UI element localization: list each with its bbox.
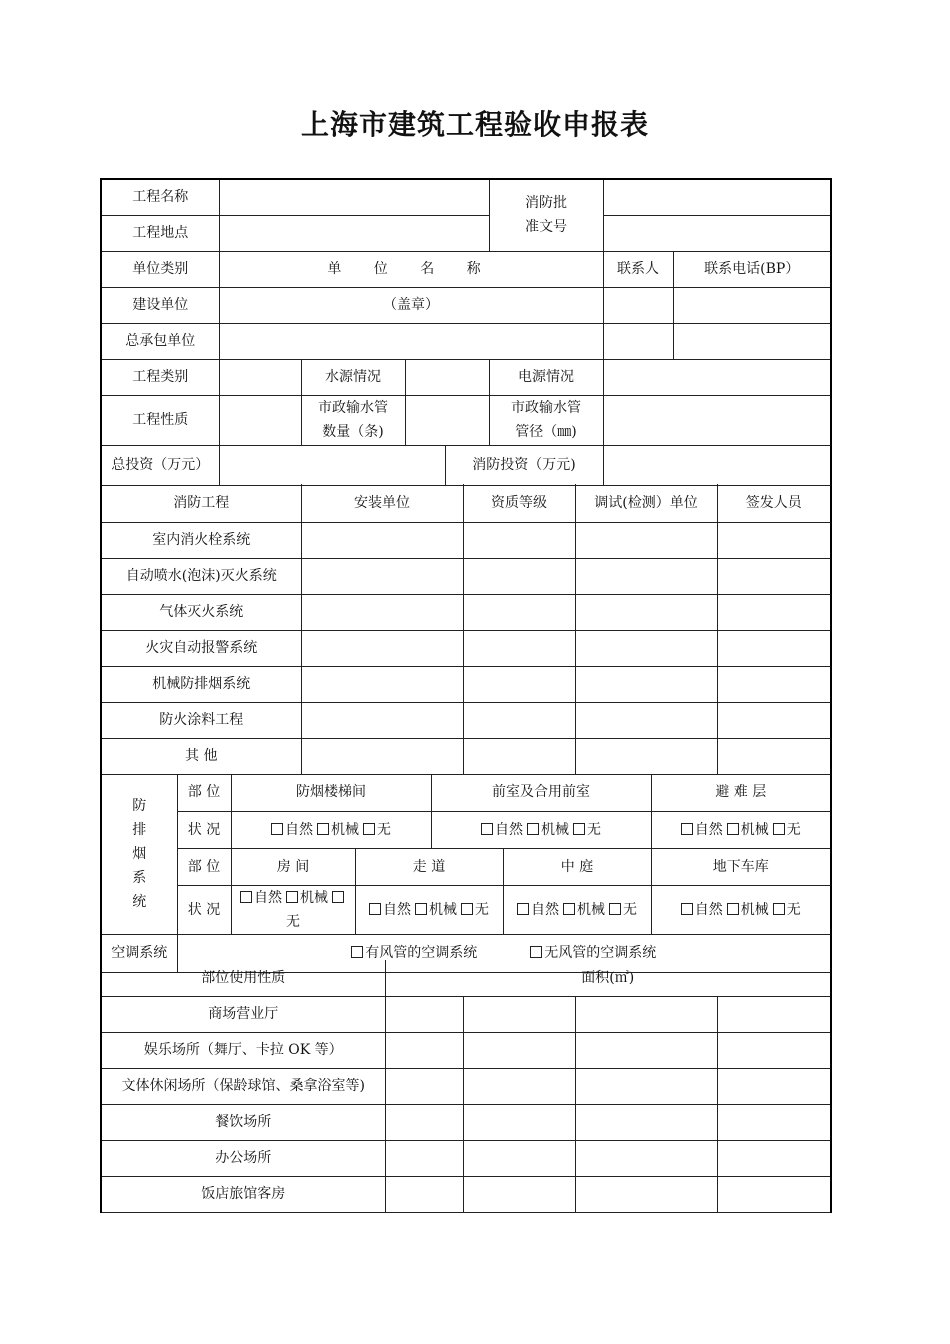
table-row [101,1140,831,1176]
status-option-label: 机械 [429,901,457,918]
ac-ducted-option[interactable] [351,945,477,961]
status-option[interactable] [369,902,411,918]
fire-work-cell[interactable] [463,666,575,702]
fire-work-cell[interactable] [463,558,575,594]
fire-work-cell[interactable] [575,558,717,594]
smoke-location-atrium: 中 庭 [503,848,651,885]
area-cell[interactable] [575,1068,717,1104]
water-pipe-diameter-label: 市政输水管 管径（㎜) [489,395,603,445]
status-option[interactable] [563,902,605,918]
status-option[interactable] [517,902,559,918]
fire-work-cell[interactable] [463,702,575,738]
page-title: 上海市建筑工程验收申报表 [300,108,649,141]
area-cell[interactable] [575,1032,717,1068]
construction-contact-field[interactable] [603,287,673,323]
ac-system-label: 空调系统 [101,934,177,972]
usage-item-label: 饭店旅馆客房 [101,1176,385,1212]
location-label: 部 位 [177,774,231,811]
status-option[interactable] [286,890,328,906]
checkbox[interactable] [727,823,739,835]
project-nature-field[interactable] [219,395,301,445]
fire-work-cell[interactable] [301,702,463,738]
contact-label: 联系人 [603,251,673,287]
usage-item-label: 文体休闲场所（保龄球馆、桑拿浴室等) [101,1068,385,1104]
usage-item-label: 商场营业厅 [101,996,385,1032]
checkbox[interactable] [609,903,621,915]
status-options-room [231,885,355,934]
fire-work-cell[interactable] [301,558,463,594]
general-contractor-label: 总承包单位 [101,323,219,359]
fire-work-cell[interactable] [575,738,717,774]
status-option[interactable] [461,902,489,918]
status-option-label: 无 [587,821,601,838]
fire-approval-no-field-2[interactable] [603,215,831,251]
fire-work-cell[interactable] [717,738,831,774]
status-options-stair [231,811,431,848]
project-info-table [100,178,832,486]
fire-work-cell[interactable] [301,522,463,558]
fire-work-cell[interactable] [301,630,463,666]
status-option-label: 机械 [577,901,605,918]
smoke-location-garage: 地下车库 [651,848,831,885]
fire-work-cell[interactable] [301,666,463,702]
area-cell[interactable] [463,1140,575,1176]
status-options-atrium [503,885,651,934]
area-cell[interactable] [385,1068,463,1104]
smoke-location-stair: 防烟楼梯间 [231,774,431,811]
power-source-label: 电源情况 [489,359,603,395]
fire-work-cell[interactable] [301,594,463,630]
fire-work-item-label: 气体灭火系统 [101,594,301,630]
ac-ductless-option[interactable] [530,945,656,961]
status-option[interactable] [363,822,391,838]
status-label: 状 况 [177,885,231,934]
area-cell[interactable] [385,1104,463,1140]
status-option[interactable] [527,822,569,838]
checkbox[interactable] [351,946,363,958]
table-row [101,738,831,774]
status-option[interactable] [573,822,601,838]
status-option-label: 机械 [300,889,328,906]
status-option[interactable] [271,822,313,838]
checkbox[interactable] [773,823,785,835]
usage-item-label: 娱乐场所（舞厅、卡拉 OK 等） [101,1032,385,1068]
table-row [101,702,831,738]
status-options-corridor [355,885,503,934]
smoke-system-label: 防 排 烟 系 统 [101,774,177,934]
fire-approval-no-field-1[interactable] [603,179,831,215]
area-cell[interactable] [717,1176,831,1212]
status-option[interactable] [609,902,637,918]
area-cell[interactable] [575,1140,717,1176]
water-pipe-count-field[interactable] [405,395,489,445]
status-option-label: 无 [475,901,489,918]
project-location-field[interactable] [219,215,489,251]
table-row [101,522,831,558]
area-cell[interactable] [463,1032,575,1068]
usage-item-label: 办公场所 [101,1140,385,1176]
install-unit-header: 安装单位 [301,484,463,522]
fire-work-cell[interactable] [717,702,831,738]
checkbox[interactable] [517,903,529,915]
table-row [101,558,831,594]
status-options-garage [651,885,831,934]
status-option-label: 机械 [541,821,569,838]
area-cell[interactable] [385,1032,463,1068]
area-cell[interactable] [717,1140,831,1176]
fire-works-header: 消防工程 [101,484,301,522]
checkbox[interactable] [527,823,539,835]
status-option-label: 自然 [285,821,313,838]
fire-work-cell[interactable] [575,630,717,666]
area-cell[interactable] [385,1140,463,1176]
checkbox[interactable] [317,823,329,835]
checkbox[interactable] [727,903,739,915]
signer-header: 签发人员 [717,484,831,522]
fire-work-cell[interactable] [575,522,717,558]
status-option[interactable] [773,822,801,838]
fire-work-cell[interactable] [463,630,575,666]
fire-investment-label: 消防投资（万元) [445,445,603,485]
table-row [101,630,831,666]
area-cell[interactable] [463,1104,575,1140]
qualification-header: 资质等级 [463,484,575,522]
status-option[interactable] [727,902,769,918]
water-pipe-count-label: 市政输水管 数量（条) [301,395,405,445]
fire-work-cell[interactable] [717,522,831,558]
area-cell[interactable] [463,1176,575,1212]
fire-work-cell[interactable] [463,594,575,630]
fire-investment-field[interactable] [603,445,831,485]
status-option[interactable] [415,902,457,918]
area-cell[interactable] [717,1068,831,1104]
checkbox[interactable] [271,823,283,835]
fire-work-item-label: 其 他 [101,738,301,774]
fire-work-item-label: 室内消火栓系统 [101,522,301,558]
status-option[interactable] [240,890,282,906]
checkbox[interactable] [363,823,375,835]
fire-work-cell[interactable] [717,666,831,702]
smoke-location-room: 房 间 [231,848,355,885]
status-options-front-room [431,811,651,848]
checkbox[interactable] [240,891,252,903]
unit-name-header: 单 位 名 称 [219,251,603,287]
table-row [101,666,831,702]
status-option[interactable] [681,902,723,918]
fire-works-table [100,484,832,775]
smoke-location-front-room: 前室及合用前室 [431,774,651,811]
status-option-label: 自然 [531,901,559,918]
area-cell[interactable] [717,1104,831,1140]
table-row [101,1068,831,1104]
fire-work-cell[interactable] [717,594,831,630]
construction-phone-field[interactable] [673,287,831,323]
area-cell[interactable] [463,996,575,1032]
checkbox[interactable] [573,823,585,835]
status-label: 状 况 [177,811,231,848]
fire-work-item-label: 机械防排烟系统 [101,666,301,702]
status-option-label: 自然 [694,821,723,838]
table-row [101,1104,831,1140]
checkbox[interactable] [681,903,693,915]
construction-unit-label: 建设单位 [101,287,219,323]
area-cell[interactable] [717,996,831,1032]
status-option-label: 无 [786,821,801,838]
smoke-control-table [100,774,832,973]
location-label: 部 位 [177,848,231,885]
fire-work-item-label: 火灾自动报警系统 [101,630,301,666]
table-row [101,1176,831,1212]
fire-work-cell[interactable] [717,558,831,594]
checkbox[interactable] [563,903,575,915]
power-source-field[interactable] [603,359,831,395]
checkbox[interactable] [369,903,381,915]
smoke-location-refuge-floor: 避 难 层 [651,774,831,811]
checkbox[interactable] [461,903,473,915]
status-option-label: 无 [286,913,300,930]
fire-work-cell[interactable] [463,738,575,774]
status-option-label: 无 [377,821,391,838]
fire-work-cell[interactable] [575,594,717,630]
fire-work-cell[interactable] [717,630,831,666]
project-location-label: 工程地点 [101,215,219,251]
checkbox[interactable] [332,891,344,903]
usage-item-label: 餐饮场所 [101,1104,385,1140]
total-investment-label: 总投资（万元） [101,445,219,485]
area-cell[interactable] [575,1104,717,1140]
fire-work-cell[interactable] [301,738,463,774]
project-category-field[interactable] [219,359,301,395]
status-option-label: 无 [623,901,637,918]
table-row [101,996,831,1032]
area-cell[interactable] [385,1176,463,1212]
usage-nature-header: 部位使用性质 [101,960,385,996]
checkbox[interactable] [681,823,693,835]
fire-work-item-label: 自动喷水(泡沫)灭火系统 [101,558,301,594]
status-option-label: 自然 [254,889,282,906]
water-pipe-diameter-field[interactable] [603,395,831,445]
area-cell[interactable] [717,1032,831,1068]
total-investment-field[interactable] [219,445,445,485]
area-cell[interactable] [463,1068,575,1104]
smoke-location-corridor: 走 道 [355,848,503,885]
table-row [101,594,831,630]
project-name-field[interactable] [219,179,489,215]
general-contractor-field[interactable] [219,323,603,359]
checkbox[interactable] [773,903,785,915]
test-unit-header: 调试(检测）单位 [575,484,717,522]
water-source-label: 水源情况 [301,359,405,395]
checkbox[interactable] [530,946,542,958]
area-cell[interactable] [575,996,717,1032]
ac-ductless-label: 无风管的空调系统 [544,945,657,961]
checkbox[interactable] [286,891,298,903]
fire-work-item-label: 防火涂料工程 [101,702,301,738]
water-source-field[interactable] [405,359,489,395]
table-row [101,1032,831,1068]
unit-category-label: 单位类别 [101,251,219,287]
status-option[interactable] [481,822,523,838]
usage-area-table [100,960,832,1213]
contractor-phone-field[interactable] [673,323,831,359]
area-header: 面积(㎡) [385,960,831,996]
contact-phone-label: 联系电话(BP） [673,251,831,287]
status-options-refuge-floor [651,811,831,848]
project-nature-label: 工程性质 [101,395,219,445]
area-cell[interactable] [385,996,463,1032]
status-option-label: 自然 [495,821,523,838]
project-category-label: 工程类别 [101,359,219,395]
status-option-label: 机械 [740,821,769,838]
checkbox[interactable] [481,823,493,835]
area-cell[interactable] [575,1176,717,1212]
fire-work-cell[interactable] [575,666,717,702]
fire-work-cell[interactable] [463,522,575,558]
contractor-contact-field[interactable] [603,323,673,359]
fire-work-cell[interactable] [575,702,717,738]
project-name-label: 工程名称 [101,179,219,215]
status-option-label: 自然 [694,901,723,918]
status-option[interactable] [317,822,359,838]
status-option[interactable] [727,822,769,838]
fire-approval-no-label: 消防批 准文号 [489,179,603,251]
status-option-label: 自然 [383,901,411,918]
checkbox[interactable] [415,903,427,915]
status-option[interactable] [773,902,801,918]
status-option-label: 无 [786,901,801,918]
status-option-label: 机械 [331,821,359,838]
seal-text: （盖章） [219,287,603,323]
status-option-label: 机械 [740,901,769,918]
status-option[interactable] [681,822,723,838]
ac-ducted-label: 有风管的空调系统 [365,945,478,961]
